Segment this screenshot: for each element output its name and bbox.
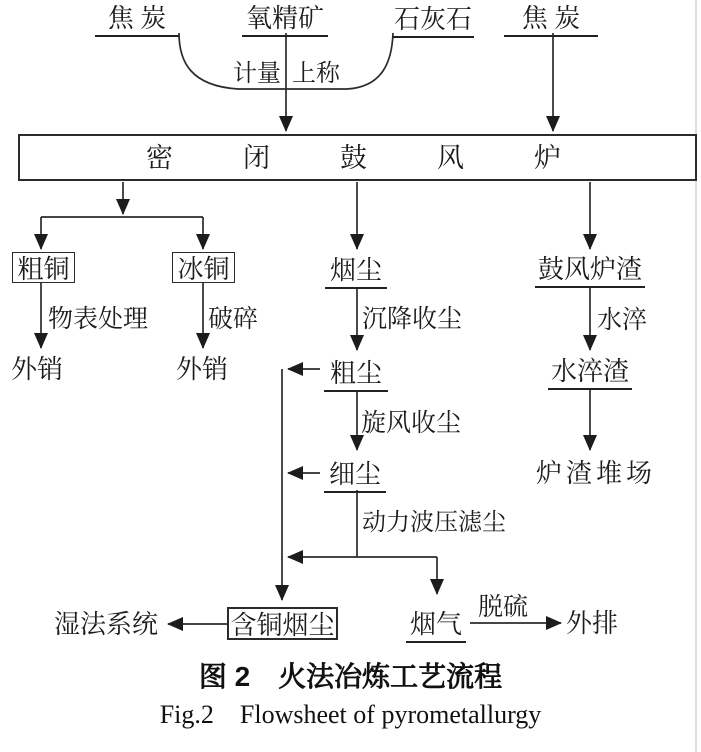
node-export-2: 外销 — [176, 355, 229, 384]
node-coke-left: 焦 炭 — [95, 5, 179, 37]
node-flue-gas: 烟气 — [406, 611, 466, 643]
label-dynawave-filter: 动力波压滤尘 — [362, 510, 506, 536]
label-metering: 计量 — [233, 61, 281, 87]
node-dust: 烟尘 — [325, 257, 387, 289]
label-crushing: 破碎 — [208, 306, 259, 333]
node-coke-right: 焦 炭 — [504, 5, 598, 37]
label-surface-treatment: 物表处理 — [48, 306, 149, 333]
node-matte: 冰铜 — [172, 252, 235, 283]
node-slag-yard: 炉渣堆场 — [536, 459, 657, 488]
node-external-discharge: 外排 — [566, 609, 619, 638]
furnace-label: 密闭鼓风炉 — [146, 143, 631, 173]
label-desulfurization: 脱硫 — [478, 594, 529, 621]
node-fine-dust: 细尘 — [324, 461, 386, 493]
node-export-1: 外销 — [11, 355, 64, 384]
node-copper-bearing-dust: 含铜烟尘 — [227, 607, 338, 640]
node-crude-copper: 粗铜 — [12, 252, 75, 283]
node-wet-process-system: 湿法系统 — [54, 610, 159, 639]
node-limestone: 石灰石 — [392, 6, 474, 38]
label-settling-dust: 沉降收尘 — [362, 306, 463, 333]
figure-caption-zh: 图 2 火法冶炼工艺流程 — [198, 661, 503, 692]
node-oxygen-concentrate: 氧精矿 — [242, 5, 328, 37]
node-quenched-slag: 水淬渣 — [548, 358, 632, 390]
node-coarse-dust: 粗尘 — [324, 360, 388, 392]
figure-caption-en: Fig.2 Flowsheet of pyrometallurgy — [159, 700, 542, 729]
node-blast-furnace-slag: 鼓风炉渣 — [535, 256, 645, 288]
label-weighing: 上称 — [292, 61, 340, 87]
label-water-quenching: 水淬 — [597, 307, 648, 334]
label-cyclone-dust: 旋风收尘 — [361, 410, 462, 437]
